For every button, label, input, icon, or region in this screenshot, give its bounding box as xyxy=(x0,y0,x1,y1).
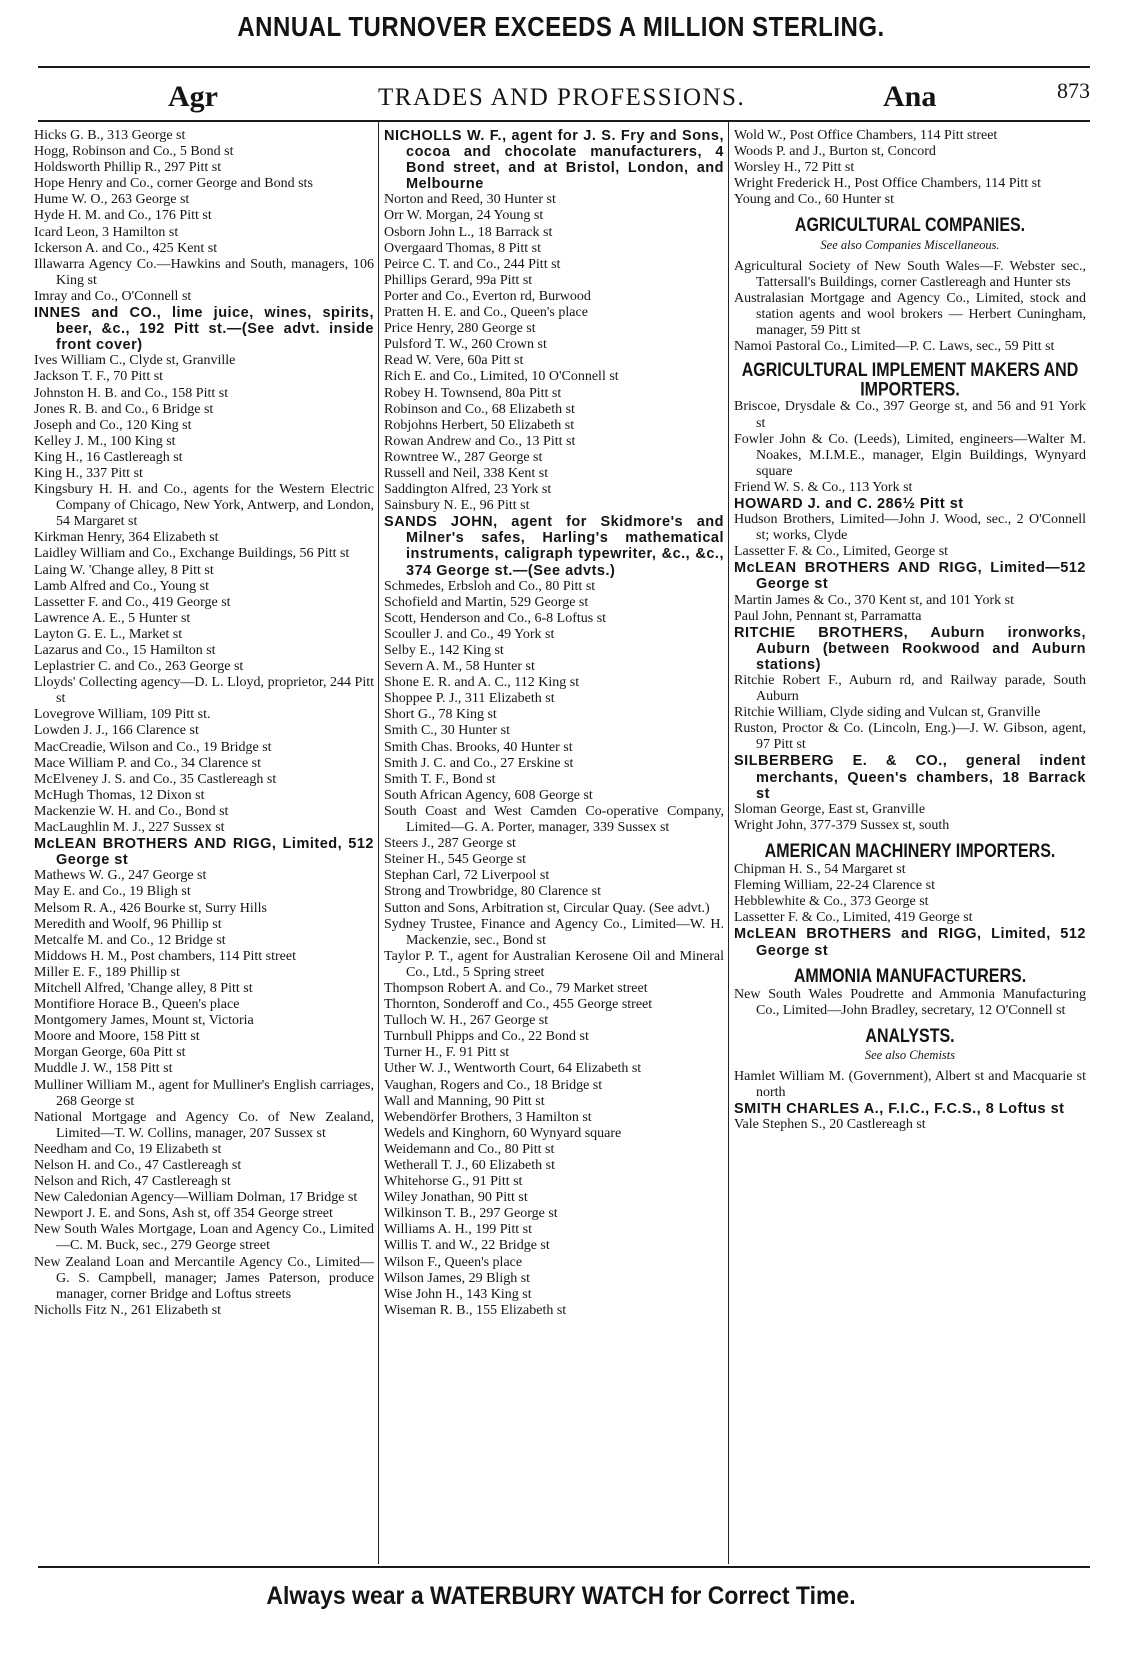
directory-entry: Smith Chas. Brooks, 40 Hunter st xyxy=(384,739,573,755)
directory-entry: Thornton, Sonderoff and Co., 455 George street xyxy=(384,997,653,1013)
directory-entry: Hebblewhite & Co., 373 George st xyxy=(734,894,929,910)
directory-entry: Stephan Carl, 72 Liverpool st xyxy=(384,868,550,884)
directory-entry: Newport J. E. and Sons, Ash st, off 354 George street xyxy=(34,1206,333,1222)
directory-entry: Kelley J. M., 100 King st xyxy=(34,433,176,449)
directory-entry: Phillips Gerard, 99a Pitt st xyxy=(384,272,533,288)
directory-entry: Layton G. E. L., Market st xyxy=(34,626,183,642)
directory-entry: Vale Stephen S., 20 Castlereagh st xyxy=(734,1117,926,1133)
directory-entry: Lloyds' Collecting agency—D. L. Lloyd, proprietor, 244 Pitt st xyxy=(34,675,374,707)
directory-entry: Morgan George, 60a Pitt st xyxy=(34,1045,186,1061)
directory-entry: Muddle J. W., 158 Pitt st xyxy=(34,1061,173,1077)
directory-entry: Webendörfer Brothers, 3 Hamilton st xyxy=(384,1109,592,1125)
directory-entry: Ickerson A. and Co., 425 Kent st xyxy=(34,240,218,256)
directory-entry: Hudson Brothers, Limited—John J. Wood, sec., 2 O'Connell st; works, Clyde xyxy=(734,512,1086,544)
directory-entry: Turner H., F. 91 Pitt st xyxy=(384,1045,510,1061)
directory-entry: Norton and Reed, 30 Hunter st xyxy=(384,192,556,208)
advertised-listing: SANDS JOHN, agent for Skidmore's and Milner's safes, Harling's mathematical instruments, caligraph typewriter, &c., &c., 374 George st.—(See advts.) xyxy=(384,514,724,579)
directory-entry: Namoi Pastoral Co., Limited—P. C. Laws, sec., 59 Pitt st xyxy=(734,339,1055,355)
directory-entry: Williams A. H., 199 Pitt st xyxy=(384,1222,533,1238)
directory-entry: Wilson James, 29 Bligh st xyxy=(384,1270,531,1286)
directory-entry: Ritchie William, Clyde siding and Vulcan st, Granville xyxy=(734,705,1041,721)
see-also-note: See also Chemists xyxy=(864,1047,956,1062)
directory-entry: Joseph and Co., 120 King st xyxy=(34,417,192,433)
directory-entry: McElveney J. S. and Co., 35 Castlereagh st xyxy=(34,771,277,787)
running-head-title: TRADES AND PROFESSIONS. xyxy=(378,84,746,111)
directory-entry: Hogg, Robinson and Co., 5 Bond st xyxy=(34,144,234,160)
advertised-listing: McLEAN BROTHERS AND RIGG, Limited, 512 George st xyxy=(34,836,374,869)
directory-entry: Leplastrier C. and Co., 263 George st xyxy=(34,659,244,675)
directory-entry: Wilkinson T. B., 297 George st xyxy=(384,1206,558,1222)
directory-entry: New South Wales Poudrette and Ammonia Manufacturing Co., Limited—John Bradley, secretary, 12 O'Connell st xyxy=(734,986,1086,1018)
directory-entry: Rowan Andrew and Co., 13 Pitt st xyxy=(384,433,576,449)
footer-rule xyxy=(38,1566,1090,1568)
section-heading: ANALYSTS. xyxy=(865,1026,955,1047)
directory-entry: Tulloch W. H., 267 George st xyxy=(384,1013,549,1029)
directory-entry: Moore and Moore, 158 Pitt st xyxy=(34,1029,200,1045)
advertised-listing: McLEAN BROTHERS and RIGG, Limited, 512 George st xyxy=(734,926,1086,959)
running-head xyxy=(38,78,1090,118)
directory-entry: Chipman H. S., 54 Margaret st xyxy=(734,862,906,878)
directory-entry: Osborn John L., 18 Barrack st xyxy=(384,224,553,240)
directory-entry: Porter and Co., Everton rd, Burwood xyxy=(384,288,591,304)
directory-entry: Robjohns Herbert, 50 Elizabeth st xyxy=(384,417,575,433)
directory-entry: Icard Leon, 3 Hamilton st xyxy=(34,224,179,240)
directory-entry: Friend W. S. & Co., 113 York st xyxy=(734,479,913,495)
directory-entry: Worsley H., 72 Pitt st xyxy=(734,160,855,176)
directory-entry: Steiner H., 545 George st xyxy=(384,852,527,868)
directory-entry: Vaughan, Rogers and Co., 18 Bridge st xyxy=(384,1077,603,1093)
advertised-listing: McLEAN BROTHERS AND RIGG, Limited—512 George st xyxy=(734,560,1086,593)
directory-entry: Uther W. J., Wentworth Court, 64 Elizabeth st xyxy=(384,1061,642,1077)
top-advert-banner: ANNUAL TURNOVER EXCEEDS A MILLION STERLING. xyxy=(237,11,885,43)
directory-entry: New Caledonian Agency—William Dolman, 17 Bridge st xyxy=(34,1190,358,1206)
directory-entry: Wetherall T. J., 60 Elizabeth st xyxy=(384,1158,555,1173)
directory-entry: National Mortgage and Agency Co. of New Zealand, Limited—T. W. Collins, manager, 207 Sussex st xyxy=(34,1109,374,1141)
directory-entry: Wiley Jonathan, 90 Pitt st xyxy=(384,1190,528,1206)
directory-entry: Shone E. R. and A. C., 112 King st xyxy=(384,675,580,691)
directory-entry: Taylor P. T., agent for Australian Kerosene Oil and Mineral Co., Ltd., 5 Spring street xyxy=(384,948,724,980)
directory-entry: Thompson Robert A. and Co., 79 Market street xyxy=(384,980,648,996)
directory-entry: Overgaard Thomas, 8 Pitt st xyxy=(384,240,541,256)
directory-entry: Saddington Alfred, 23 York st xyxy=(384,482,552,498)
section-heading: AGRICULTURAL IMPLEMENT MAKERS AND IMPORTERS. xyxy=(741,360,1079,401)
see-also-note: See also Companies Miscellaneous. xyxy=(820,237,1000,252)
advertised-listing: RITCHIE BROTHERS, Auburn ironworks, Auburn (between Rookwood and Auburn stations) xyxy=(734,624,1086,673)
directory-entry: King H., 337 Pitt st xyxy=(34,465,143,481)
directory-entry: Ruston, Proctor & Co. (Lincoln, Eng.)—J. W. Gibson, agent, 97 Pitt st xyxy=(734,721,1086,753)
section-heading: AMMONIA MANUFACTURERS. xyxy=(793,965,1027,987)
running-head-first-word: Agr xyxy=(168,80,218,113)
directory-entry: Robinson and Co., 68 Elizabeth st xyxy=(384,401,575,417)
directory-entry: Mackenzie W. H. and Co., Bond st xyxy=(34,803,229,819)
directory-entry: Willis T. and W., 22 Bridge st xyxy=(384,1238,550,1254)
directory-entry: Ritchie Robert F., Auburn rd, and Railway parade, South Auburn xyxy=(734,673,1086,705)
directory-entry: Jones R. B. and Co., 6 Bridge st xyxy=(34,401,214,417)
directory-entry: Robey H. Townsend, 80a Pitt st xyxy=(384,385,562,401)
directory-entry: Weidemann and Co., 80 Pitt st xyxy=(384,1141,555,1157)
directory-entry: Smith J. C. and Co., 27 Erskine st xyxy=(384,755,574,771)
directory-entry: Scott, Henderson and Co., 6-8 Loftus st xyxy=(384,610,607,626)
directory-entry: Fowler John & Co. (Leeds), Limited, engineers—Walter M. Noakes, M.I.M.E., manager, Elgin Buildings, Wynyard square xyxy=(734,431,1086,479)
directory-entry: Imray and Co., O'Connell st xyxy=(34,288,192,304)
directory-entry: Price Henry, 280 George st xyxy=(384,321,536,337)
directory-entry: Wedels and Kinghorn, 60 Wynyard square xyxy=(384,1125,622,1141)
directory-entry: Woods P. and J., Burton st, Concord xyxy=(734,144,936,160)
directory-entry: Briscoe, Drysdale & Co., 397 George st, and 56 and 91 York st xyxy=(734,399,1086,431)
directory-entry: Read W. Vere, 60a Pitt st xyxy=(384,353,524,369)
running-head-rule xyxy=(38,120,1090,122)
directory-entry: Illawarra Agency Co.—Hawkins and South, managers, 106 King st xyxy=(34,256,374,288)
directory-entry: Hyde H. M. and Co., 176 Pitt st xyxy=(34,208,212,224)
directory-entry: Ives William C., Clyde st, Granville xyxy=(34,353,236,369)
directory-entry: Lawrence A. E., 5 Hunter st xyxy=(34,610,191,626)
directory-entry: Lovegrove William, 109 Pitt st. xyxy=(34,707,211,723)
column-divider xyxy=(728,122,729,1564)
directory-entry: Sydney Trustee, Finance and Agency Co., Limited—W. H. Mackenzie, sec., Bond st xyxy=(384,916,724,948)
directory-entry: New Zealand Loan and Mercantile Agency Co., Limited—G. S. Campbell, manager; James Paterson, produce manager, corner Bridge and Loftus streets xyxy=(34,1254,374,1302)
directory-entry: Peirce C. T. and Co., 244 Pitt st xyxy=(384,256,561,272)
directory-entry: Pratten H. E. and Co., Queen's place xyxy=(384,305,588,321)
directory-entry: Wall and Manning, 90 Pitt st xyxy=(384,1093,545,1109)
directory-entry: Nelson and Rich, 47 Castlereagh st xyxy=(34,1174,231,1190)
directory-entry: Pulsford T. W., 260 Crown st xyxy=(384,337,547,353)
directory-entry: Whitehorse G., 91 Pitt st xyxy=(384,1174,523,1190)
directory-entry: Rowntree W., 287 George st xyxy=(384,449,543,465)
directory-entry: Orr W. Morgan, 24 Young st xyxy=(384,208,544,224)
directory-entry: Lassetter F. and Co., 419 George st xyxy=(34,594,231,610)
directory-entry: Schofield and Martin, 529 George st xyxy=(384,594,589,610)
directory-entry: Sutton and Sons, Arbitration st, Circular Quay. (See advt.) xyxy=(384,900,710,916)
advertised-listing: SILBERBERG E. & CO., general indent merchants, Queen's chambers, 18 Barrack st xyxy=(734,753,1086,802)
directory-entry: Strong and Trowbridge, 80 Clarence st xyxy=(384,884,601,900)
directory-entry: Melsom R. A., 426 Bourke st, Surry Hills xyxy=(34,900,267,916)
directory-entry: Agricultural Society of New South Wales—F. Webster sec., Tattersall's Buildings, corner Castlereagh and Hunter sts xyxy=(734,258,1086,290)
directory-column-1 xyxy=(34,128,374,1319)
directory-entry: Lowden J. J., 166 Clarence st xyxy=(34,723,199,739)
directory-entry: Wise John H., 143 King st xyxy=(384,1286,532,1302)
column-divider xyxy=(378,122,379,1564)
directory-entry: Wilson F., Queen's place xyxy=(384,1254,523,1270)
directory-entry: Severn A. M., 58 Hunter st xyxy=(384,659,535,675)
directory-entry: Short G., 78 King st xyxy=(384,707,497,723)
directory-entry: Sainsbury N. E., 96 Pitt st xyxy=(384,498,530,514)
directory-entry: Montifiore Horace B., Queen's place xyxy=(34,997,240,1013)
directory-column-3 xyxy=(734,128,1086,1133)
directory-entry: Mace William P. and Co., 34 Clarence st xyxy=(34,755,262,771)
section-heading: AMERICAN MACHINERY IMPORTERS. xyxy=(764,841,1056,862)
bottom-advert-banner: Always wear a WATERBURY WATCH for Correct Time. xyxy=(266,1580,856,1610)
page-number: 873 xyxy=(1057,78,1090,103)
directory-entry: May E. and Co., 19 Bligh st xyxy=(34,884,191,900)
directory-entry: Hope Henry and Co., corner George and Bond sts xyxy=(34,176,313,192)
directory-entry: Kingsbury H. H. and Co., agents for the Western Electric Company of Chicago, New York, Antwerp, and London, 54 Margaret st xyxy=(34,482,374,530)
directory-entry: McHugh Thomas, 12 Dixon st xyxy=(34,787,205,803)
directory-entry: Steers J., 287 George st xyxy=(384,836,516,852)
advertised-listing: INNES and CO., lime juice, wines, spirits, beer, &c., 192 Pitt st.—(See advt. inside front cover) xyxy=(34,305,374,354)
advertised-listing: NICHOLLS W. F., agent for J. S. Fry and Sons, cocoa and chocolate manufacturers, 4 Bond street, and at Bristol, London, and Melbourne xyxy=(384,128,724,193)
directory-entry: Fleming William, 22-24 Clarence st xyxy=(734,878,935,894)
directory-entry: Russell and Neil, 338 Kent st xyxy=(384,465,549,481)
directory-entry: Shoppee P. J., 311 Elizabeth st xyxy=(384,691,555,707)
directory-entry: Meredith and Woolf, 96 Phillip st xyxy=(34,916,222,932)
directory-entry: Laidley William and Co., Exchange Buildings, 56 Pitt st xyxy=(34,546,350,562)
directory-entry: MacCreadie, Wilson and Co., 19 Bridge st xyxy=(34,739,272,755)
directory-entry: Turnbull Phipps and Co., 22 Bond st xyxy=(384,1029,589,1045)
section-heading: AGRICULTURAL COMPANIES. xyxy=(794,215,1026,237)
directory-entry: Martin James & Co., 370 Kent st, and 101 York st xyxy=(734,592,1014,608)
directory-entry: Young and Co., 60 Hunter st xyxy=(734,192,894,208)
directory-entry: Nelson H. and Co., 47 Castlereagh st xyxy=(34,1158,242,1173)
directory-entry: South Coast and West Camden Co-operative Company, Limited—G. A. Porter, manager, 339 Sussex st xyxy=(384,803,724,836)
directory-entry: Lassetter F. & Co., Limited, 419 George st xyxy=(734,910,973,926)
advertised-listing: SMITH CHARLES A., F.I.C., F.C.S., 8 Loftus st xyxy=(734,1101,1065,1118)
directory-entry: Nicholls Fitz N., 261 Elizabeth st xyxy=(34,1302,222,1318)
directory-entry: Lassetter F. & Co., Limited, George st xyxy=(734,544,949,560)
directory-entry: Laing W. 'Change alley, 8 Pitt st xyxy=(34,562,214,578)
directory-entry: MacLaughlin M. J., 227 Sussex st xyxy=(34,820,225,836)
advertised-listing: HOWARD J. and C. 286½ Pitt st xyxy=(734,495,964,512)
directory-entry: Middows H. M., Post chambers, 114 Pitt street xyxy=(34,948,296,964)
running-head-last-word: Ana xyxy=(883,80,937,113)
directory-entry: Hume W. O., 263 George st xyxy=(34,192,190,208)
directory-entry: Mathews W. G., 247 George st xyxy=(34,868,207,884)
directory-entry: Metcalfe M. and Co., 12 Bridge st xyxy=(34,932,226,948)
directory-entry: Wright Frederick H., Post Office Chambers, 114 Pitt st xyxy=(734,176,1042,192)
directory-entry: Paul John, Pennant st, Parramatta xyxy=(734,608,922,624)
directory-entry: Smith C., 30 Hunter st xyxy=(384,723,511,739)
directory-entry: Scouller J. and Co., 49 York st xyxy=(384,626,555,642)
directory-entry: Needham and Co, 19 Elizabeth st xyxy=(34,1141,222,1157)
directory-entry: Hamlet William M. (Government), Albert st and Macquarie st north xyxy=(734,1069,1086,1101)
directory-entry: South African Agency, 608 George st xyxy=(384,787,593,803)
directory-entry: Schmedes, Erbsloh and Co., 80 Pitt st xyxy=(384,578,596,594)
directory-entry: Sloman George, East st, Granville xyxy=(734,801,926,817)
directory-entry: Australasian Mortgage and Agency Co., Limited, stock and station agents and wool brokers — Herbert Cuningham, manager, 59 Pitt st xyxy=(734,290,1086,339)
directory-entry: Johnston H. B. and Co., 158 Pitt st xyxy=(34,385,229,401)
directory-entry: Wright John, 377-379 Sussex st, south xyxy=(734,817,950,833)
directory-entry: Jackson T. F., 70 Pitt st xyxy=(34,369,164,385)
directory-entry: Lamb Alfred and Co., Young st xyxy=(34,578,209,594)
directory-entry: Miller E. F., 189 Phillip st xyxy=(34,964,180,980)
directory-entry: Lazarus and Co., 15 Hamilton st xyxy=(34,643,216,658)
directory-entry: Selby E., 142 King st xyxy=(384,643,504,658)
directory-column-2 xyxy=(384,128,724,1319)
directory-entry: Kirkman Henry, 364 Elizabeth st xyxy=(34,530,219,546)
directory-entry: Montgomery James, Mount st, Victoria xyxy=(34,1013,254,1029)
directory-entry: Hicks G. B., 313 George st xyxy=(34,128,186,143)
directory-entry: King H., 16 Castlereagh st xyxy=(34,449,183,465)
directory-entry: Mulliner William M., agent for Mulliner's English carriages, 268 George st xyxy=(34,1077,374,1109)
directory-entry: Holdsworth Phillip R., 297 Pitt st xyxy=(34,160,222,176)
directory-entry: Wiseman R. B., 155 Elizabeth st xyxy=(384,1302,567,1318)
directory-entry: Rich E. and Co., Limited, 10 O'Connell st xyxy=(384,369,619,385)
header-rule xyxy=(38,66,1090,68)
directory-entry: Mitchell Alfred, 'Change alley, 8 Pitt st xyxy=(34,980,253,996)
directory-entry: Wold W., Post Office Chambers, 114 Pitt street xyxy=(734,128,998,143)
directory-entry: New South Wales Mortgage, Loan and Agency Co., Limited—C. M. Buck, sec., 279 George street xyxy=(34,1222,374,1254)
directory-entry: Smith T. F., Bond st xyxy=(384,771,496,787)
